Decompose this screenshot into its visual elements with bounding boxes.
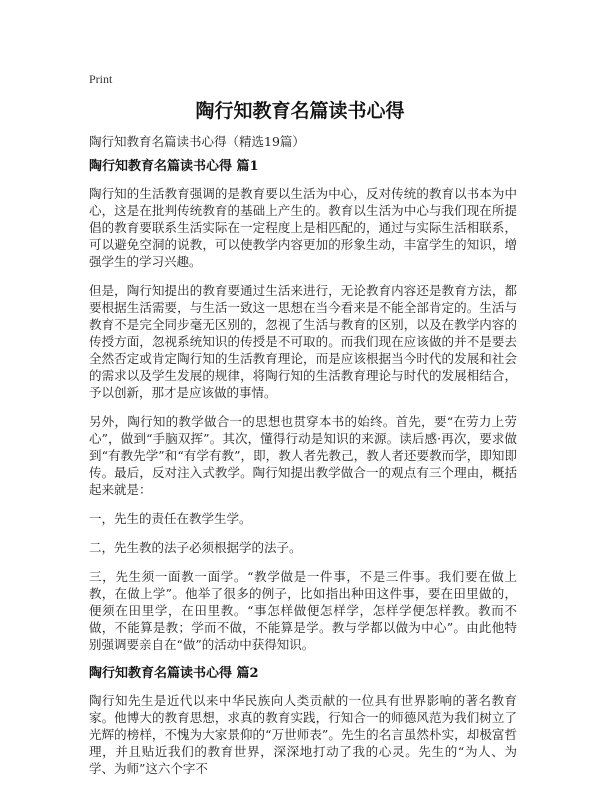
section-heading: 陶行知教育名篇读书心得 篇2 [89, 666, 259, 681]
article-body [89, 158, 517, 789]
paragraph: 二，先生教的法子必须根据学的法子。 [89, 540, 302, 555]
page-subtitle: 陶行知教育名篇读书心得（精选19篇） [89, 134, 305, 149]
paragraph: 三，先生须一面教一面学。“教学做是一件事，不是三件事。我们要在做上教，在做上学”。他举了很多的例子，比如指出种田这件事，要在田里做的，便须在田里学，在田里教。“事怎样做便怎样学，怎样学便怎样教。教而不做，不能算是教；学而不做，不能算是学。教与学都以做为中心”。由此他特别强调要亲自在“做”的活动中获得知识。 [89, 569, 517, 652]
paragraph: 但是，陶行知提出的教育要通过生活来进行，无论教育内容还是教育方法，都要根据生活需要，与生活一致这一思想在当今看来是不能全部肯定的。生活与教育不是完全同步毫无区别的，忽视了生活与教育的区别，以及在教学内容的传授方面，忽视系统知识的传授是不可取的。而我们现在应该做的并不是要去全然否定或肯定陶行知的生活教育理论，而是应该根据当今时代的发展和社会的需求以及学生发展的规律，将陶行知的生活教育理论与时代的发展相结合，予以创新，那才是应该做的事情。 [89, 283, 517, 400]
paragraph: 陶行知先生是近代以来中华民族向人类贡献的一位具有世界影响的著名教育家。他博大的教育思想，求真的教育实践，行知合一的师德风范为我们树立了光辉的榜样，不愧为大家景仰的“万世师表”。先生的名言虽然朴实，却极富哲理，并且贴近我们的教育世界，深深地打动了我的心灵。先生的“为人、为学、为师”这六个字不 [89, 693, 517, 776]
paragraph: 另外，陶行知的教学做合一的思想也贯穿本书的始终。首先，要“在劳力上劳心”，做到“手脑双挥”。其次，懂得行动是知识的来源。读后感·再次，要求做到“有教先学”和“有学有教”，即，教人者先教己，教人者还要教而学，即知即传。最后，反对注入式教学。陶行知提出教学做合一的观点有三个理由，概括起来就是： [89, 414, 517, 497]
page-title: 陶行知教育名篇读书心得 [195, 100, 405, 122]
paragraph: 一，先生的责任在教学生学。 [89, 511, 252, 526]
section-heading: 陶行知教育名篇读书心得 篇1 [89, 159, 259, 174]
paragraph: 陶行知的生活教育强调的是教育要以生活为中心，反对传统的教育以书本为中心，这是在批判传统教育的基础上产生的。教育以生活为中心与我们现在所提倡的教育要联系生活实际在一定程度上是相匹配的，通过与实际生活相联系，可以避免空洞的说教，可以使教学内容更加的形象生动，丰富学生的知识，增强学生的学习兴趣。 [89, 186, 517, 269]
print-link[interactable]: Print [89, 72, 113, 86]
